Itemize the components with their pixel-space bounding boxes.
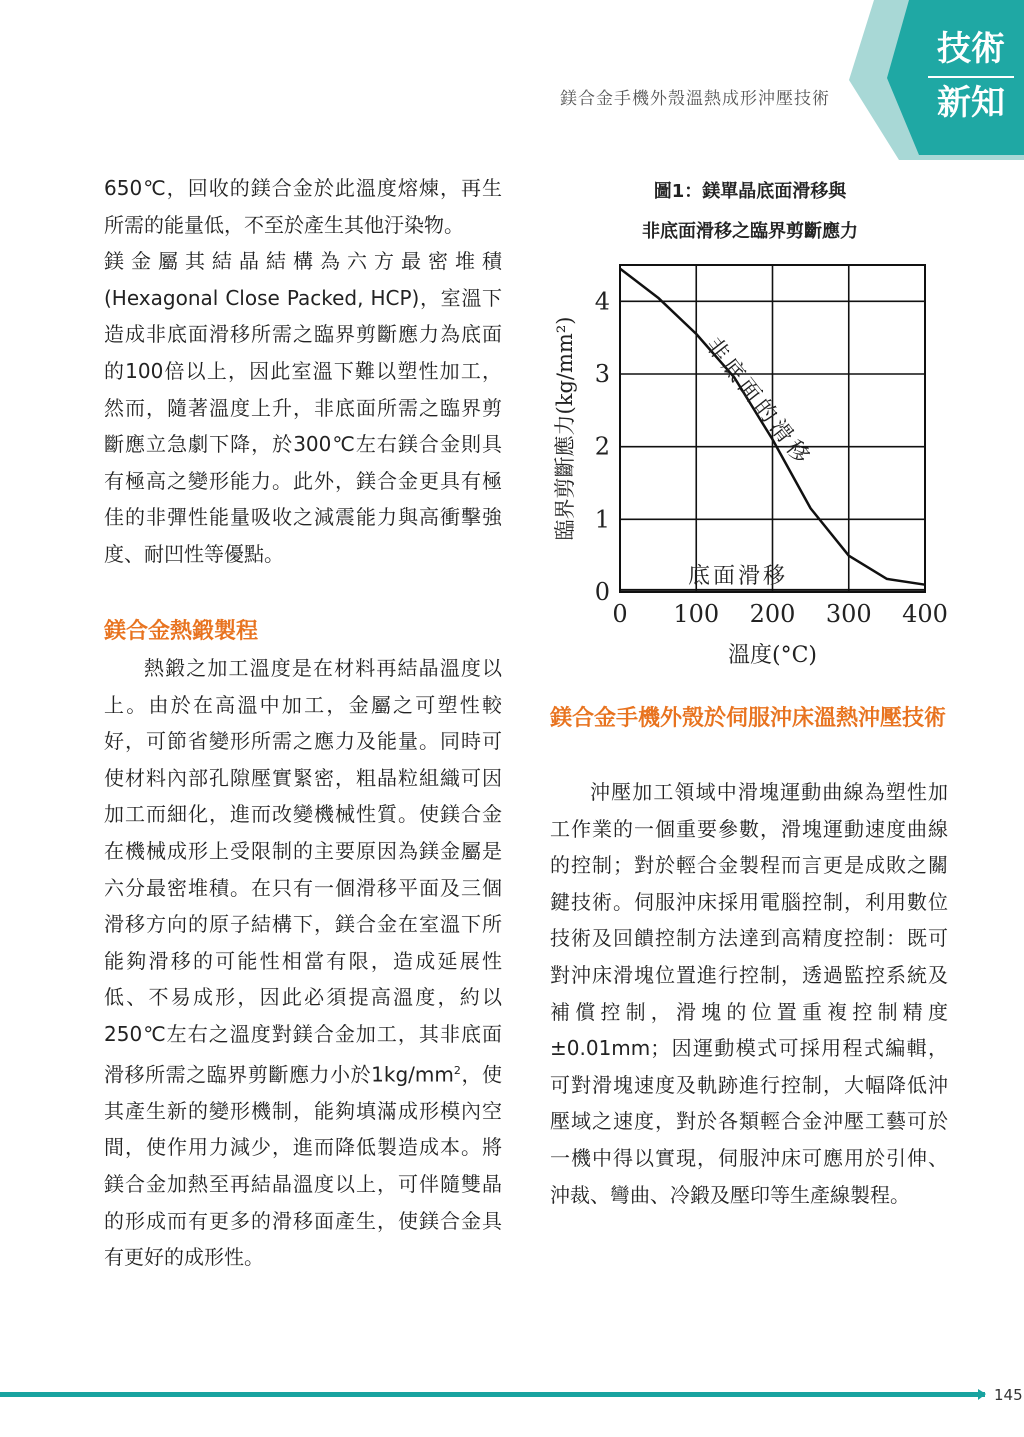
figure-title-line2: 非底面滑移之臨界剪斷應力 [642,221,858,242]
x-tick-label: 400 [902,600,948,628]
figure-title [600,172,900,252]
badge-line2: 新知 [937,83,1005,123]
x-tick-label: 300 [825,600,872,628]
right-para: 沖壓加工領域中滑塊運動曲線為塑性加工作業的一個重要參數，滑塊運動速度曲線的控制；對於輕合金製程而言更是成敗之關鍵技術。伺服沖床採用電腦控制，利用數位技術及回饋控制方法達到高精度控制：既可對沖床滑塊位置進行控制，透過監控系統及補償控制，滑塊的位置重複控制精度±0.01mm；因運動模式可採用程式編輯，可對滑塊速度及軌跡進行控制，大幅降低沖壓域之速度，對於各類輕合金沖壓工藝可於一機中得以實現，伺服沖床可應用於引伸、沖裁、彎曲、冷鍛及壓印等生產線製程。 [550,780,948,1207]
series-label-basal: 底面滑移 [688,564,789,589]
y-tick-label: 2 [594,432,610,461]
left-para-3a: 熱鍛之加工溫度是在材料再結晶溫度以上。由於在高溫中加工，金屬之可塑性較好，可節省變形所需之應力及能量。同時可使材料內部孔隙壓實緊密，粗晶粒組織可因加工而細化，進而改變機械性質。使鎂合金在機械成形上受限制的主要原因為鎂金屬是六分最密堆積。在只有一個滑移平面及三個滑移方向的原子結構下，鎂合金在室溫下所能夠滑移的可能性相當有限，造成延展性低、不易成形，因此必須提高溫度，約以250℃左右之溫度對鎂合金加工，其非底面滑移所需之臨界剪斷應力小於1kg/mm [104,656,502,1087]
unit-superscript: 2 [453,1063,461,1077]
left-column-top [104,170,502,573]
left-para-1: 650℃，回收的鎂合金於此溫度熔煉，再生所需的能量低，不至於產生其他汙染物。 [104,176,502,237]
y-tick-label: 3 [594,360,610,388]
y-axis-label: 臨界剪斷應力(kg/mm²) [553,316,577,541]
running-title: 鎂合金手機外殼溫熱成形沖壓技術 [560,89,830,109]
badge-label [928,24,1014,128]
heading-servo-press: 鎂合金手機外殼於伺服沖床溫熱沖壓技術 [550,706,947,731]
x-tick-label: 100 [673,600,720,628]
footer-rule-cap [978,1389,986,1400]
left-para-3 [104,650,502,1276]
left-column-bottom [104,650,502,1276]
left-para-3b: ，使其產生新的變形機制，能夠填滿成形模內空間，使作用力減少，進而降低製造成本。將鎂合金加熱至再結晶溫度以上，可伴隨雙晶的形成而有更多的滑移面產生，使鎂合金具有更好的成形性。 [104,1062,502,1270]
x-axis-label: 溫度(°C) [728,643,817,668]
shear-stress-chart [540,250,960,680]
footer-rule [0,1392,985,1397]
left-para-2: 鎂金屬其結晶結構為六方最密堆積(Hexagonal Close Packed, HCP)，室溫下造成非底面滑移所需之臨界剪斷應力為底面的100倍以上，因此室溫下難以塑性加工，然而，隨著溫度上升，非底面所需之臨界剪斷應立急劇下降，於300℃左右鎂合金則具有極高之變形能力。此外，鎂合金更具有極佳的非彈性能量吸收之減震能力與高衝擊強度、耐凹性等優點。 [104,249,502,566]
page-number: 145 [994,1386,1023,1404]
heading-hot-forging: 鎂合金熱鍛製程 [104,619,259,644]
y-tick-label: 1 [594,505,610,534]
x-tick-label: 200 [749,600,796,628]
y-tick-label: 0 [594,578,610,606]
figure-title-line1: 圖1：鎂單晶底面滑移與 [653,181,847,202]
right-column [550,774,948,1213]
badge-line1: 技術 [928,24,1014,78]
series-label-non-basal: 非底面的滑移 [700,333,817,472]
y-tick-label: 4 [594,287,610,316]
x-tick-label: 0 [612,600,628,628]
